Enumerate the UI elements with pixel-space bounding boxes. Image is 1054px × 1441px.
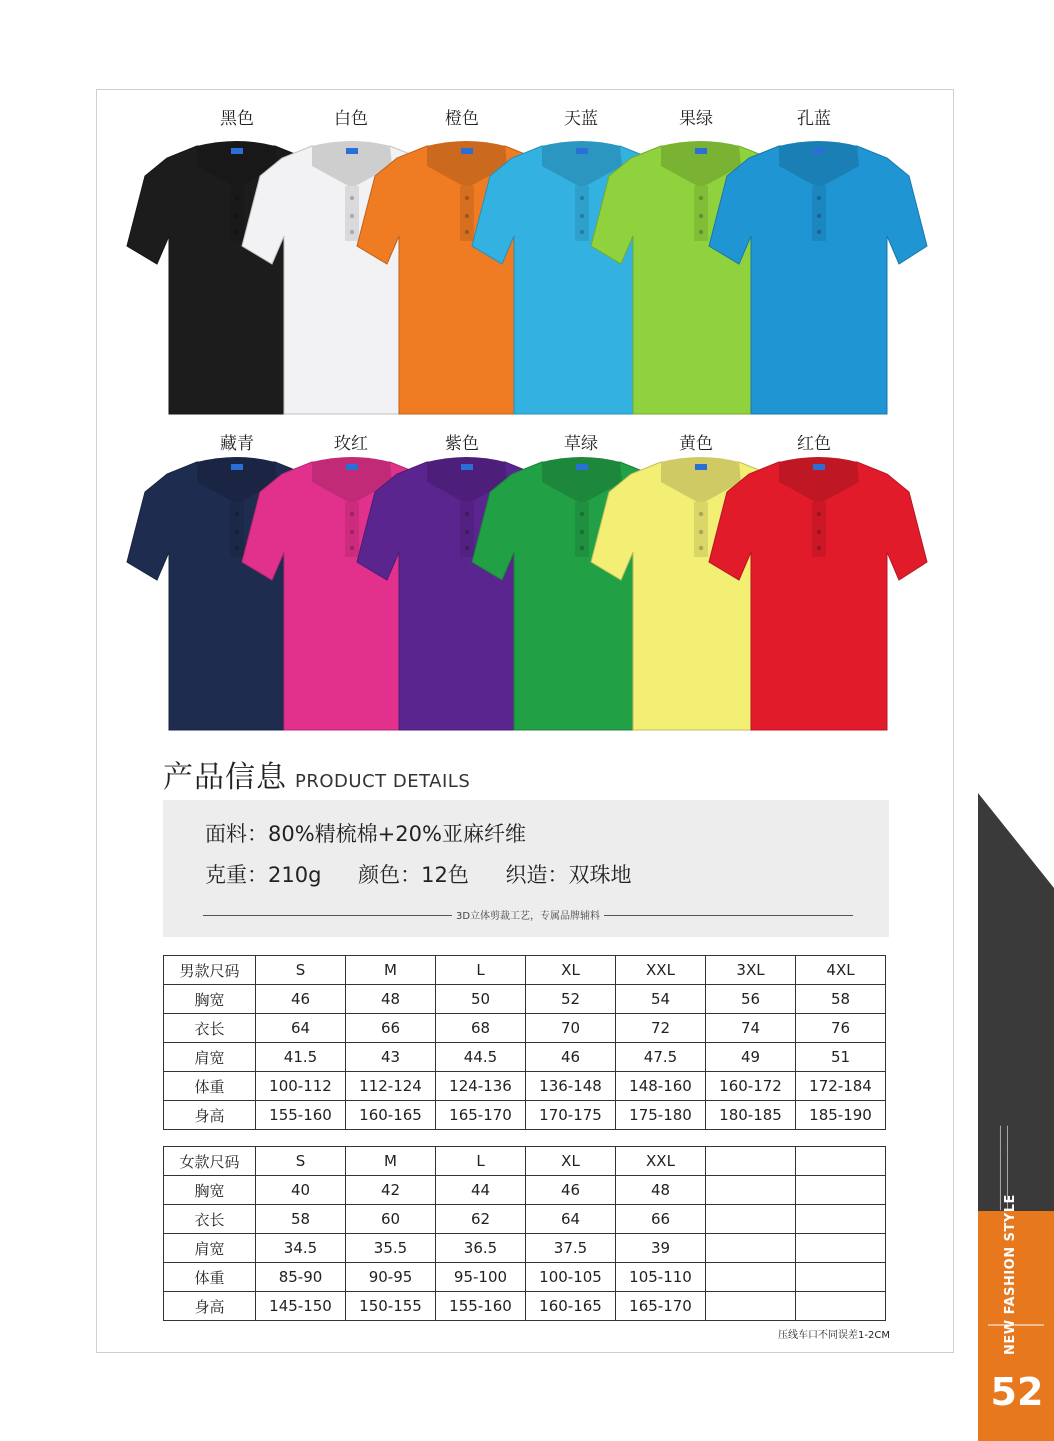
table-header-row	[164, 1147, 886, 1176]
table-cell: 175-180	[616, 1101, 706, 1130]
table-cell: 3XL	[706, 956, 796, 985]
table-cell	[706, 1176, 796, 1205]
table-cell: 52	[526, 985, 616, 1014]
table-row	[164, 985, 886, 1014]
table-cell	[796, 1205, 886, 1234]
table-cell: 35.5	[346, 1234, 436, 1263]
table-cell: 105-110	[616, 1263, 706, 1292]
spec-line	[205, 859, 662, 889]
row-label-cell: 身高	[164, 1292, 256, 1321]
table-row	[164, 1205, 886, 1234]
table-cell: 76	[796, 1014, 886, 1043]
tagline	[203, 905, 853, 925]
table-cell: L	[436, 1147, 526, 1176]
table-cell: L	[436, 956, 526, 985]
table-cell: 36.5	[436, 1234, 526, 1263]
table-cell	[796, 1176, 886, 1205]
color-label-colors_row1-2: 橙色	[445, 109, 479, 129]
table-cell: 66	[616, 1205, 706, 1234]
color-label-colors_row2-1: 玫红	[334, 434, 368, 454]
table-cell: 49	[706, 1043, 796, 1072]
table-cell: M	[346, 1147, 436, 1176]
men-size-table	[163, 955, 886, 1130]
row-label-cell: 胸宽	[164, 1176, 256, 1205]
table-cell: 100-105	[526, 1263, 616, 1292]
table-row	[164, 1014, 886, 1043]
table-cell: XXL	[616, 956, 706, 985]
color-label-colors_row2-5: 红色	[797, 434, 831, 454]
color-count-text: 颜色：12色	[358, 863, 469, 887]
brand-vertical: NEW FASHION STYLE	[1003, 1194, 1018, 1355]
row-label-cell: 胸宽	[164, 985, 256, 1014]
table-row	[164, 1176, 886, 1205]
table-cell	[796, 1147, 886, 1176]
row-label-cell: 衣长	[164, 1205, 256, 1234]
table-cell: 148-160	[616, 1072, 706, 1101]
table-cell	[796, 1234, 886, 1263]
color-label-colors_row1-1: 白色	[334, 109, 368, 129]
table-cell: 90-95	[346, 1263, 436, 1292]
row-label-cell: 男款尺码	[164, 956, 256, 985]
color-label-colors_row1-4: 果绿	[679, 109, 713, 129]
section-title	[163, 752, 470, 796]
table-cell: 74	[706, 1014, 796, 1043]
table-cell	[706, 1263, 796, 1292]
table-cell: 85-90	[256, 1263, 346, 1292]
product-info-box	[163, 800, 889, 937]
table-cell: 185-190	[796, 1101, 886, 1130]
color-label-colors_row1-3: 天蓝	[564, 109, 598, 129]
row-label-cell: 体重	[164, 1072, 256, 1101]
table-cell: 95-100	[436, 1263, 526, 1292]
color-label-colors_row1-5: 孔蓝	[797, 109, 831, 129]
fabric-text: 面料：80%精梳棉+20%亚麻纤维	[205, 822, 526, 846]
section-title-cn: 产品信息	[163, 760, 287, 795]
table-cell	[796, 1263, 886, 1292]
table-cell: 46	[526, 1176, 616, 1205]
table-cell: XL	[526, 956, 616, 985]
row-label-cell: 身高	[164, 1101, 256, 1130]
color-label-colors_row2-0: 藏青	[220, 434, 254, 454]
weight-text: 克重：210g	[205, 863, 322, 887]
women-size-table	[163, 1146, 886, 1321]
table-cell: M	[346, 956, 436, 985]
table-cell: 180-185	[706, 1101, 796, 1130]
table-cell: 155-160	[256, 1101, 346, 1130]
table-row	[164, 1043, 886, 1072]
table-cell: 42	[346, 1176, 436, 1205]
table-cell: 64	[256, 1014, 346, 1043]
table-cell: 56	[706, 985, 796, 1014]
table-cell: 41.5	[256, 1043, 346, 1072]
table-cell: 145-150	[256, 1292, 346, 1321]
table-cell: 66	[346, 1014, 436, 1043]
table-cell: 48	[346, 985, 436, 1014]
table-cell	[706, 1205, 796, 1234]
color-label-colors_row1-0: 黑色	[220, 109, 254, 129]
table-cell: 170-175	[526, 1101, 616, 1130]
table-cell: 165-170	[436, 1101, 526, 1130]
table-cell: 51	[796, 1043, 886, 1072]
table-cell: 150-155	[346, 1292, 436, 1321]
table-cell: 58	[796, 985, 886, 1014]
table-cell: 43	[346, 1043, 436, 1072]
table-cell: 68	[436, 1014, 526, 1043]
table-cell	[706, 1292, 796, 1321]
table-row	[164, 1292, 886, 1321]
color-label-colors_row2-3: 草绿	[564, 434, 598, 454]
table-row	[164, 1263, 886, 1292]
table-cell: XXL	[616, 1147, 706, 1176]
table-cell: 160-172	[706, 1072, 796, 1101]
table-header-row	[164, 956, 886, 985]
table-cell: 112-124	[346, 1072, 436, 1101]
table-cell: 62	[436, 1205, 526, 1234]
tagline-text: 3D立体剪裁工艺，专属品牌辅料	[452, 911, 604, 922]
table-row	[164, 1072, 886, 1101]
table-cell: 46	[526, 1043, 616, 1072]
table-cell	[706, 1234, 796, 1263]
row-label-cell: 衣长	[164, 1014, 256, 1043]
table-cell: 58	[256, 1205, 346, 1234]
table-cell: 60	[346, 1205, 436, 1234]
section-title-en: PRODUCT DETAILS	[295, 771, 471, 792]
color-label-colors_row2-4: 黄色	[679, 434, 713, 454]
table-row	[164, 1101, 886, 1130]
table-cell: 4XL	[796, 956, 886, 985]
table-cell: 44.5	[436, 1043, 526, 1072]
table-cell: 50	[436, 985, 526, 1014]
table-cell: 46	[256, 985, 346, 1014]
table-cell: 124-136	[436, 1072, 526, 1101]
table-cell: S	[256, 956, 346, 985]
table-cell: 160-165	[346, 1101, 436, 1130]
table-cell: 54	[616, 985, 706, 1014]
color-label-colors_row2-2: 紫色	[445, 434, 479, 454]
table-cell: 160-165	[526, 1292, 616, 1321]
side-fine-print: ━━━━━━━━━━━━━━━━━━━━━━━━━━━━ ━━━━━━━━━━━━━━━━━━━━━━━━━━━━	[998, 1125, 1011, 1210]
table-cell: 136-148	[526, 1072, 616, 1101]
fabric-line	[205, 818, 556, 848]
table-cell: XL	[526, 1147, 616, 1176]
table-cell: 39	[616, 1234, 706, 1263]
table-cell: 37.5	[526, 1234, 616, 1263]
table-cell: 100-112	[256, 1072, 346, 1101]
table-row	[164, 1234, 886, 1263]
table-cell: 64	[526, 1205, 616, 1234]
row-label-cell: 肩宽	[164, 1234, 256, 1263]
table-cell	[796, 1292, 886, 1321]
table-cell: 72	[616, 1014, 706, 1043]
table-cell: 165-170	[616, 1292, 706, 1321]
table-cell: 155-160	[436, 1292, 526, 1321]
table-cell: 34.5	[256, 1234, 346, 1263]
table-cell: 48	[616, 1176, 706, 1205]
row-label-cell: 体重	[164, 1263, 256, 1292]
row-label-cell: 女款尺码	[164, 1147, 256, 1176]
table-cell: 44	[436, 1176, 526, 1205]
table-cell: 172-184	[796, 1072, 886, 1101]
page-number: 52	[990, 1370, 1044, 1414]
table-cell: 40	[256, 1176, 346, 1205]
table-cell: 47.5	[616, 1043, 706, 1072]
tolerance-note: 压线车口不同误差1-2CM	[778, 1330, 890, 1341]
table-cell	[706, 1147, 796, 1176]
row-label-cell: 肩宽	[164, 1043, 256, 1072]
weave-text: 织造：双珠地	[505, 863, 632, 887]
table-cell: 70	[526, 1014, 616, 1043]
table-cell: S	[256, 1147, 346, 1176]
